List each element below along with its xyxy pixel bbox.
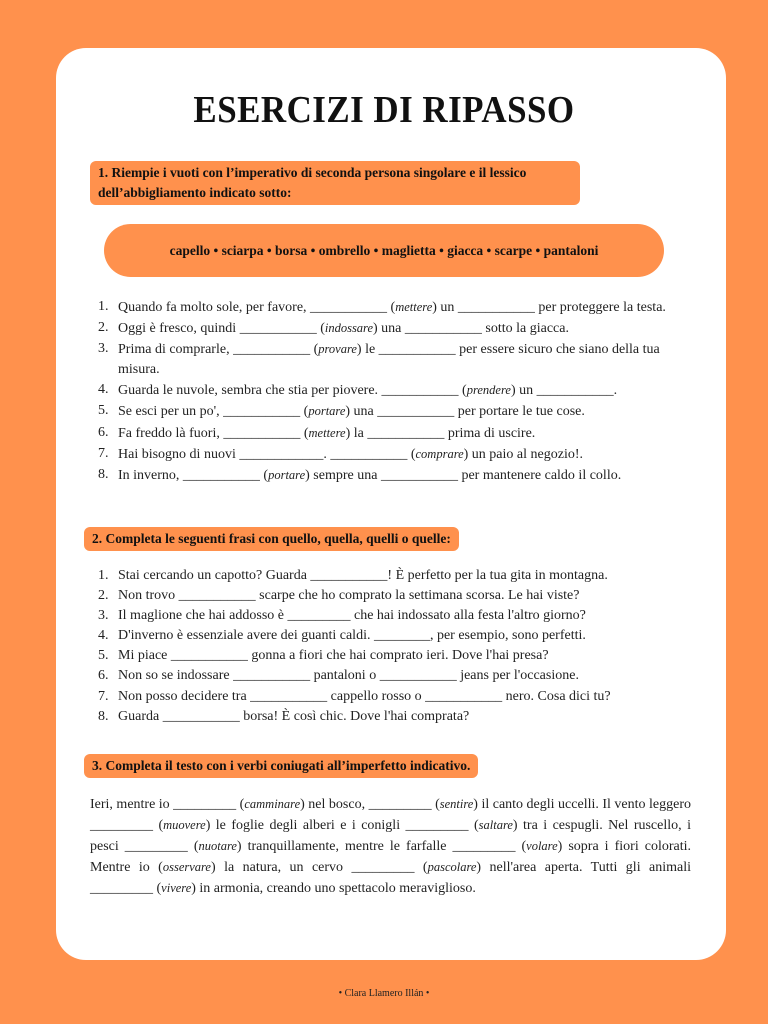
verb-hint: muovere (163, 818, 206, 833)
text-segment: ) le foglie degli alberi e i conigli _________ ( (205, 818, 479, 834)
text-segment: ) il canto degli uccelli. Il vento leggero _________ ( (90, 797, 691, 834)
text-segment: In inverno, ___________ ( (118, 467, 269, 483)
text-segment: ) nel bosco, _________ ( (300, 797, 440, 812)
verb-hint: mettere (308, 425, 346, 440)
item-number: 5. (98, 403, 109, 419)
verb-hint: sentire (439, 797, 474, 811)
text-segment: ) un ___________ per proteggere la testa. (432, 300, 666, 315)
text-segment: D'inverno è essenziale avere dei guanti caldi. ________, per esempio, sono perfetti. (118, 628, 586, 644)
text-segment: ) un paio al negozio!. (463, 446, 583, 462)
section-1-instruction: 1. Riempie i vuoti con l’imperativo di seconda persona singolare e il lessico dell’abbigliamento indicato sotto: (90, 161, 580, 205)
text-segment: ) nell'area aperta. Tutti gli animali _________ ( (90, 860, 691, 897)
text-segment: ) un ___________. (510, 383, 618, 399)
item-number: 3. (98, 341, 109, 357)
exercise-1-list (98, 297, 688, 486)
verb-hint: vivere (161, 881, 192, 896)
exercise-2-list (98, 566, 688, 727)
item-number: 2. (98, 588, 109, 604)
text-segment: Guarda ___________ borsa! È così chic. Dove l'hai comprata? (118, 708, 470, 724)
exercise-item (98, 401, 688, 422)
text-segment: Guarda le nuvole, sembra che stia per piovere. ___________ ( (118, 383, 467, 399)
exercise-item (98, 646, 688, 666)
exercise-item (98, 687, 688, 707)
item-number: 7. (98, 688, 109, 704)
text-segment: Oggi è fresco, quindi ___________ ( (118, 321, 325, 337)
verb-hint: mettere (395, 300, 433, 314)
exercise-3-paragraph (90, 794, 691, 899)
item-number: 6. (98, 424, 109, 440)
item-number: 8. (98, 466, 109, 482)
text-segment: ) tranquillamente, mentre le farfalle _________ ( (236, 839, 527, 855)
text-segment: ) le ___________ per essere sicuro che siano della tua misura. (118, 342, 660, 378)
verb-hint: provare (318, 342, 357, 357)
text-segment: ) la natura, un cervo _________ ( (210, 860, 428, 876)
text-segment: ) in armonia, creando uno spettacolo meraviglioso. (191, 881, 476, 897)
item-number: 6. (98, 668, 109, 684)
text-segment: Ieri, mentre io _________ ( (90, 797, 245, 812)
verb-hint: camminare (244, 797, 301, 811)
exercise-item (98, 423, 688, 444)
item-number: 4. (98, 628, 109, 644)
text-segment: ) la ___________ prima di uscire. (345, 425, 536, 441)
verb-hint: pascolare (427, 860, 477, 875)
exercise-item (98, 318, 688, 339)
exercise-item (98, 465, 688, 486)
item-number: 8. (98, 708, 109, 724)
exercise-item (98, 444, 688, 465)
section-2-instruction: 2. Completa le seguenti frasi con quello, quella, quelli o quelle: (84, 527, 459, 551)
verb-hint: prendere (466, 383, 511, 398)
section-3-instruction: 3. Completa il testo con i verbi coniugati all’imperfetto indicativo. (84, 754, 478, 778)
exercise-item (98, 626, 688, 646)
text-segment: ) sempre una ___________ per mantenere caldo il collo. (305, 467, 622, 483)
exercise-item (98, 707, 688, 727)
exercise-item (98, 339, 688, 380)
verb-hint: portare (268, 467, 306, 482)
item-number: 1. (98, 299, 109, 314)
text-segment: Il maglione che hai addosso è _________ che hai indossato alla festa l'altro giorno? (118, 608, 586, 624)
exercise-item (98, 606, 688, 626)
exercise-item (98, 380, 688, 401)
text-segment: Non posso decidere tra ___________ cappello rosso o ___________ nero. Cosa dici tu? (118, 688, 611, 704)
verb-hint: volare (526, 839, 558, 854)
exercise-item (98, 666, 688, 686)
author-footer: • Clara Llamero Illán • (338, 988, 430, 999)
text-segment: Se esci per un po', ___________ ( (118, 404, 309, 420)
verb-hint: comprare (415, 446, 464, 461)
item-number: 2. (98, 320, 109, 336)
verb-hint: nuotare (198, 839, 237, 854)
exercise-item (98, 566, 688, 586)
text-segment: Hai bisogno di nuovi ____________. ___________ ( (118, 446, 416, 462)
text-segment: ) sopra i fiori colorati. Mentre io ( (90, 839, 691, 876)
text-segment: ) tra i cespugli. Nel ruscello, i pesci _________ ( (90, 818, 691, 855)
item-number: 4. (98, 382, 109, 398)
text-segment: ) una ___________ per portare le tue cose. (345, 404, 585, 420)
verb-hint: saltare (478, 818, 513, 833)
text-segment: Fa freddo là fuori, ___________ ( (118, 425, 309, 441)
item-number: 5. (98, 648, 109, 664)
text-segment: Non so se indossare ___________ pantaloni o ___________ jeans per l'occasione. (118, 668, 579, 684)
verb-hint: osservare (162, 860, 211, 875)
word-bank: capello • sciarpa • borsa • ombrello • maglietta • giacca • scarpe • pantaloni (104, 224, 664, 277)
exercise-item (98, 297, 688, 318)
item-number: 1. (98, 568, 109, 583)
text-segment: Mi piace ___________ gonna a fiori che hai comprato ieri. Dove l'hai presa? (118, 648, 549, 664)
page-title: ESERCIZI DI RIPASSO (193, 89, 575, 131)
text-segment: Non trovo ___________ scarpe che ho comprato la settimana scorsa. Le hai viste? (118, 588, 580, 604)
exercise-item (98, 586, 688, 606)
verb-hint: indossare (324, 321, 374, 336)
item-number: 7. (98, 445, 109, 461)
text-segment: ) una ___________ sotto la giacca. (373, 321, 569, 337)
text-segment: Prima di comprarle, ___________ ( (118, 342, 319, 358)
item-number: 3. (98, 608, 109, 624)
verb-hint: portare (308, 404, 346, 419)
text-segment: Quando fa molto sole, per favore, ___________ ( (118, 300, 396, 315)
text-segment: Stai cercando un capotto? Guarda ___________! È perfetto per la tua gita in montagna. (118, 568, 608, 583)
